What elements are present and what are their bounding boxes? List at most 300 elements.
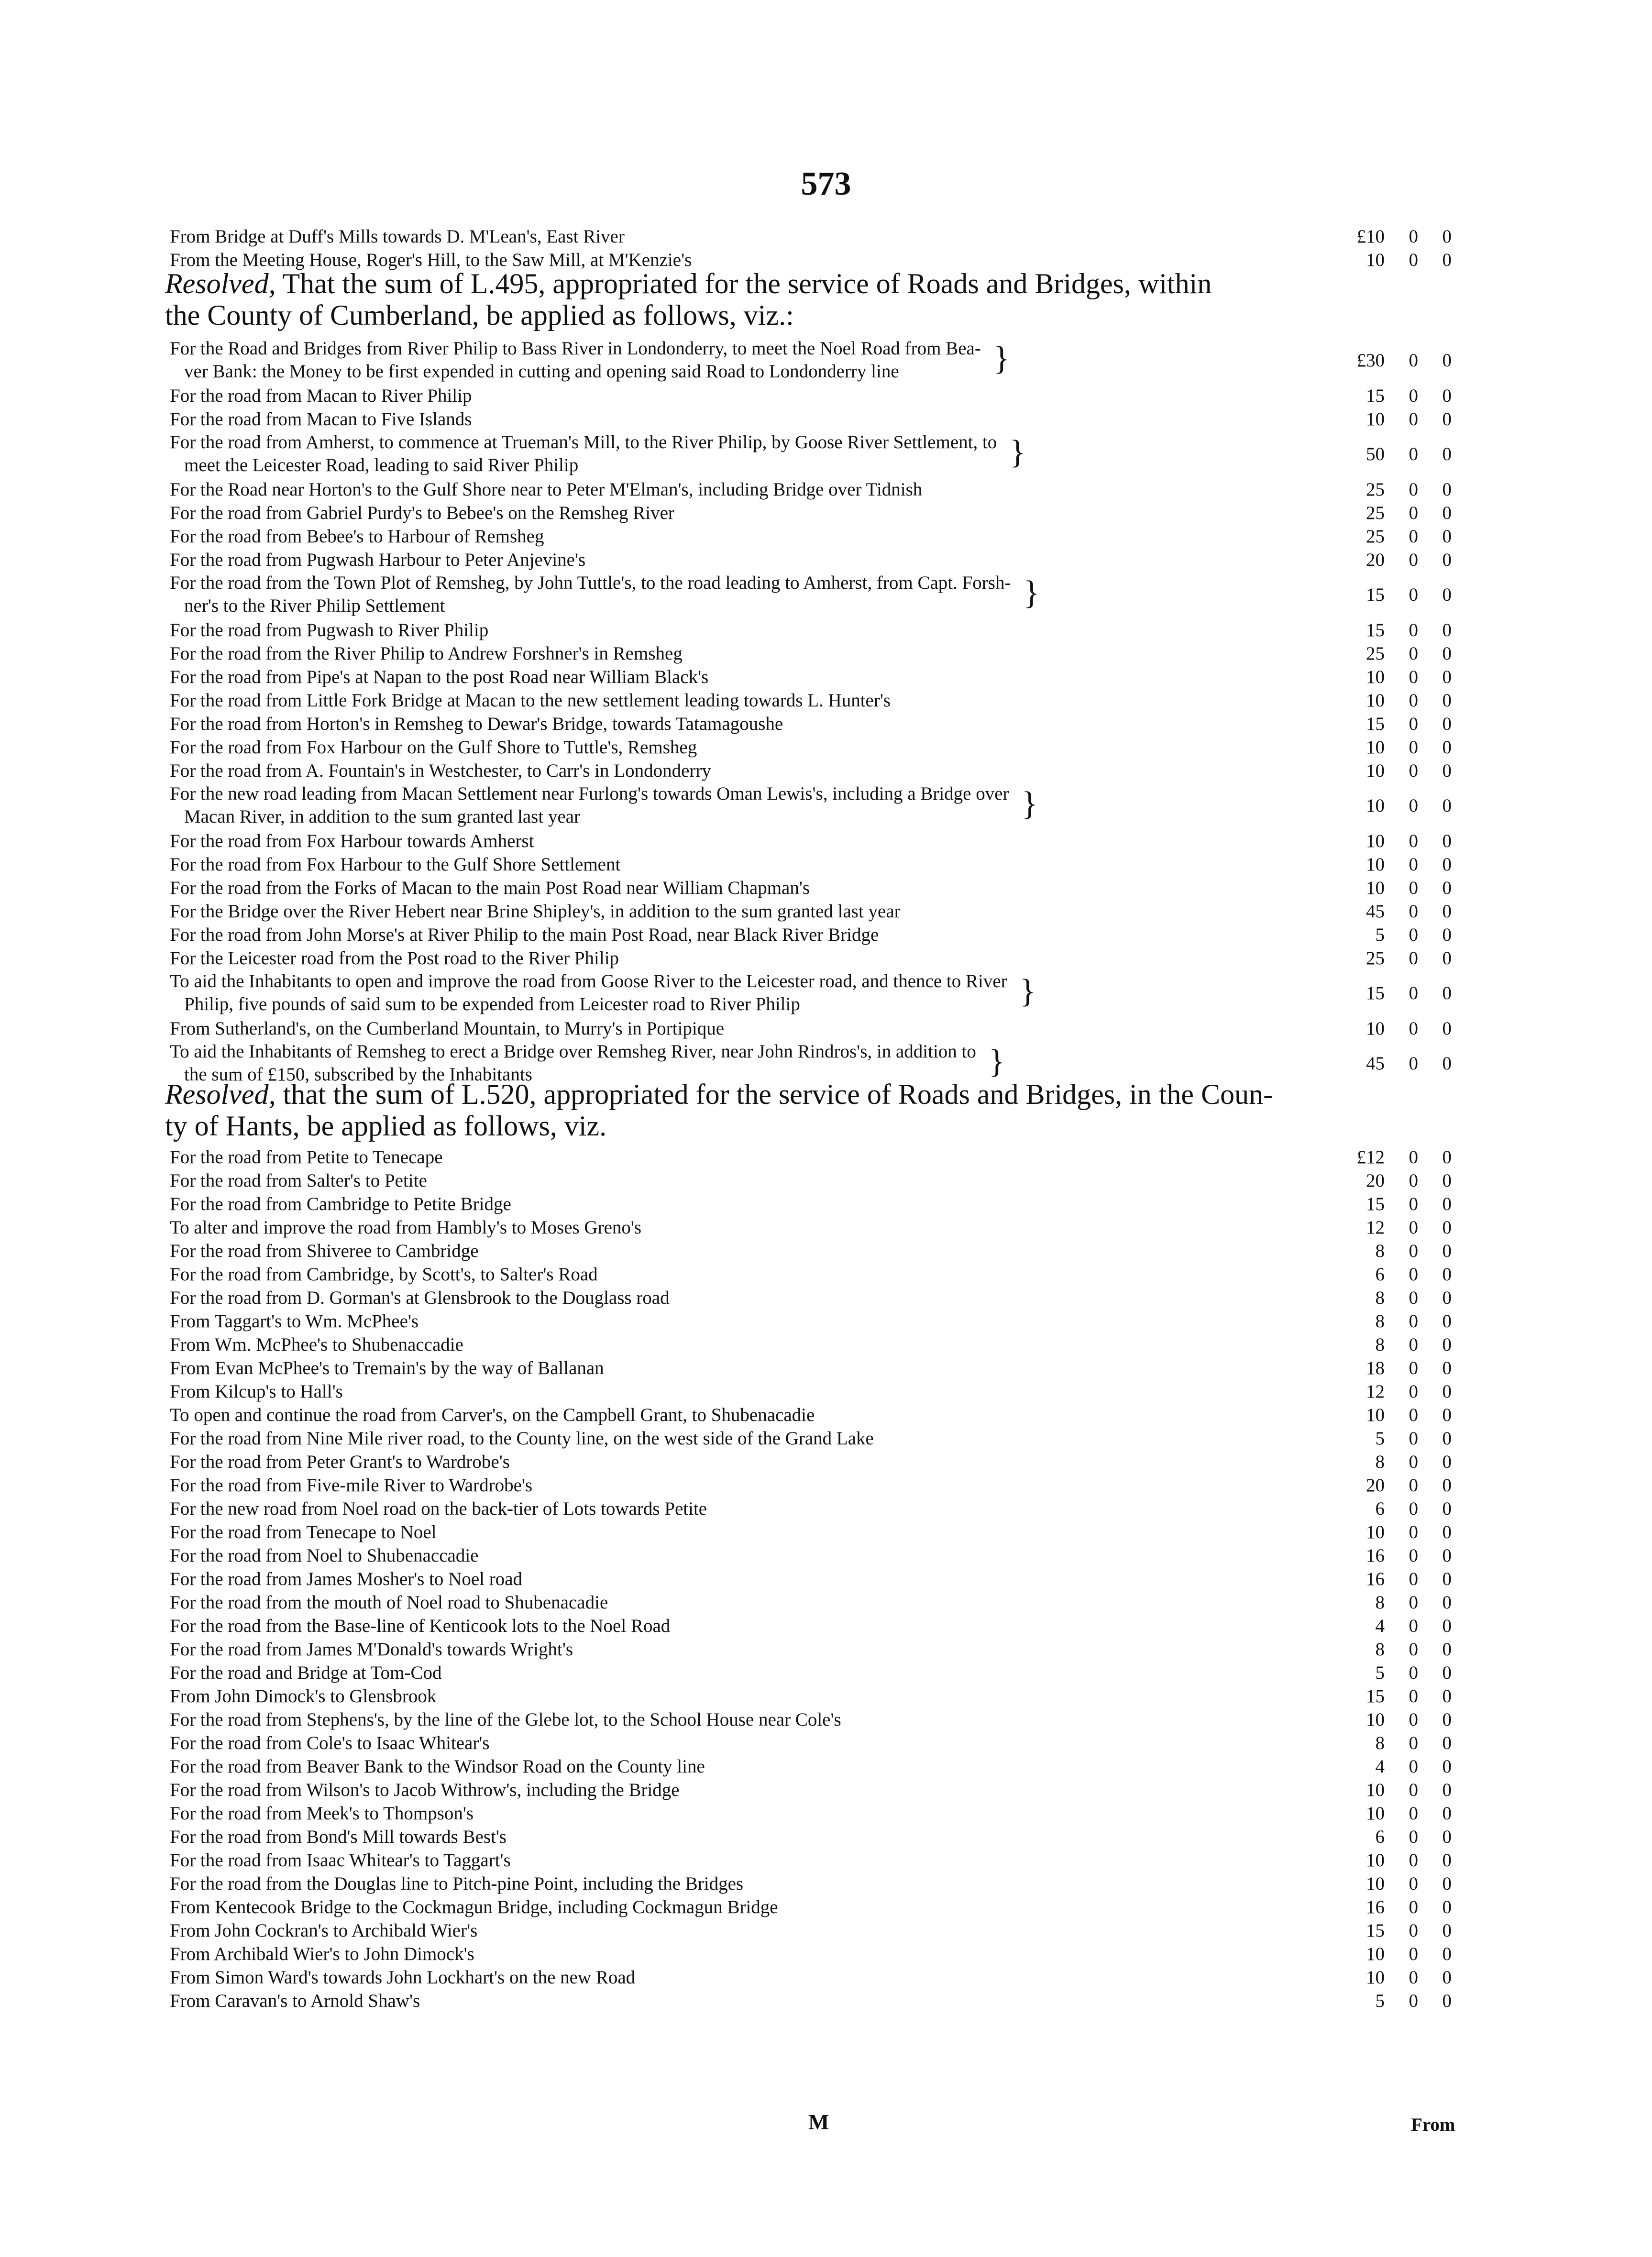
amount-shillings: 0 <box>1409 737 1418 758</box>
amount-pence: 0 <box>1442 1147 1452 1167</box>
line-description <box>170 525 544 549</box>
amount-shillings: 0 <box>1409 948 1418 969</box>
amount-pence: 0 <box>1442 760 1452 781</box>
amount-pounds: 6 <box>1375 1827 1385 1847</box>
amount-pounds: 15 <box>1366 620 1385 640</box>
amount-pounds: £12 <box>1356 1147 1385 1167</box>
amount-shillings: 0 <box>1409 1569 1418 1589</box>
resolved-label: Resolved, <box>165 1079 276 1110</box>
amount-pence: 0 <box>1442 1709 1452 1730</box>
amount-pounds: 15 <box>1366 584 1385 605</box>
line-text: For the road from Salter's to Petite <box>170 1170 427 1191</box>
amount <box>1351 736 1452 760</box>
appropriation-line <box>170 1497 1452 1521</box>
amount-pounds: 50 <box>1366 444 1385 464</box>
amount-pounds: 8 <box>1375 1288 1385 1308</box>
amount-pence: 0 <box>1442 737 1452 758</box>
amount-pence: 0 <box>1442 1780 1452 1800</box>
amount-shillings: 0 <box>1409 1616 1418 1636</box>
line-description <box>170 225 625 249</box>
line-description <box>170 689 891 713</box>
appropriation-line <box>170 225 1452 249</box>
amount-pounds: 10 <box>1366 737 1385 758</box>
amount <box>1351 1497 1452 1521</box>
amount <box>1351 1052 1452 1076</box>
line-description <box>170 1474 532 1497</box>
amount <box>1351 1520 1452 1544</box>
line-description <box>170 1380 343 1404</box>
appropriation-line <box>170 1310 1452 1333</box>
line-description <box>170 1825 507 1849</box>
amount-pence: 0 <box>1442 1522 1452 1542</box>
amount-pounds: 45 <box>1366 1053 1385 1074</box>
amount <box>1351 1239 1452 1263</box>
amount <box>1351 225 1452 249</box>
amount-pence: 0 <box>1442 1194 1452 1214</box>
line-description <box>170 618 488 642</box>
appropriation-line <box>170 1591 1452 1615</box>
amount-pounds: 10 <box>1366 409 1385 429</box>
line-description <box>170 712 783 736</box>
amount <box>1351 876 1452 900</box>
amount-pounds: 25 <box>1366 948 1385 969</box>
amount-pence: 0 <box>1442 1288 1452 1308</box>
amount-pence: 0 <box>1442 690 1452 711</box>
line-text: For the road from the Forks of Macan to the main Post Road near William Chapman's <box>170 878 810 898</box>
line-text: For the road from D. Gorman's at Glensbrook to the Douglass road <box>170 1288 670 1308</box>
line-description <box>170 384 472 408</box>
amount <box>1351 618 1452 642</box>
line-text: For the road from Macan to River Philip <box>170 385 472 406</box>
amount <box>1351 1638 1452 1662</box>
line-text: For the road from Cambridge to Petite Bridge <box>170 1194 511 1214</box>
appropriation-line <box>170 689 1452 713</box>
amount-shillings: 0 <box>1409 1639 1418 1660</box>
amount <box>1351 1356 1452 1380</box>
amount-shillings: 0 <box>1409 409 1418 429</box>
line-text-continued: Philip, five pounds of said sum to be expended from Leicester road to River Philip <box>184 994 800 1014</box>
line-text: For the Bridge over the River Hebert near Brine Shipley's, in addition to the sum granted last year <box>170 901 901 922</box>
amount <box>1351 478 1452 502</box>
amount-shillings: 0 <box>1409 1967 1418 1988</box>
amount-pounds: £30 <box>1356 350 1385 371</box>
appropriation-line <box>170 1802 1452 1826</box>
amount-pence: 0 <box>1442 1475 1452 1496</box>
amount-pounds: 10 <box>1366 854 1385 875</box>
amount-shillings: 0 <box>1409 667 1418 687</box>
line-description <box>170 1450 510 1474</box>
amount-shillings: 0 <box>1409 795 1418 816</box>
line-text: For the road from Gabriel Purdy's to Bebee's on the Remsheg River <box>170 503 674 523</box>
line-description <box>170 1919 477 1943</box>
amount <box>1351 1614 1452 1638</box>
amount-shillings: 0 <box>1409 550 1418 570</box>
amount-shillings: 0 <box>1409 901 1418 922</box>
line-description <box>170 1567 522 1591</box>
amount-shillings: 0 <box>1409 1170 1418 1191</box>
appropriation-line <box>170 900 1452 924</box>
line-text: For the road from Tenecape to Noel <box>170 1522 437 1542</box>
line-description <box>170 900 901 924</box>
line-text: For the road from Isaac Whitear's to Taggart's <box>170 1850 511 1871</box>
amount <box>1351 548 1452 572</box>
line-description <box>170 759 711 783</box>
appropriation-line <box>170 1427 1452 1451</box>
amount-shillings: 0 <box>1409 1147 1418 1167</box>
amount-shillings: 0 <box>1409 1405 1418 1425</box>
amount-shillings: 0 <box>1409 1194 1418 1214</box>
line-text: For the road from Cambridge, by Scott's, to Salter's Road <box>170 1264 598 1285</box>
appropriation-line <box>170 384 1452 408</box>
resolution-cumberland <box>165 268 1452 331</box>
appropriation-line <box>170 829 1452 853</box>
amount-shillings: 0 <box>1409 1850 1418 1871</box>
resolution-continuation: the County of Cumberland, be applied as follows, viz.: <box>165 299 794 331</box>
amount <box>1351 1192 1452 1216</box>
appropriation-line <box>170 1755 1452 1779</box>
line-text: For the road from Amherst, to commence at Trueman's Mill, to the River Philip, by Goose River Settlement, to <box>170 432 997 452</box>
amount-pence: 0 <box>1442 444 1452 464</box>
appropriation-line <box>170 1380 1452 1404</box>
line-description <box>170 782 1009 828</box>
amount-pounds: 15 <box>1366 983 1385 1003</box>
amount-pounds: 15 <box>1366 1686 1385 1707</box>
line-description <box>170 1942 474 1966</box>
amount-shillings: 0 <box>1409 690 1418 711</box>
amount-shillings: 0 <box>1409 854 1418 875</box>
amount-pence: 0 <box>1442 250 1452 270</box>
appropriation-line <box>170 947 1452 970</box>
amount-pounds: £10 <box>1356 226 1385 247</box>
line-description <box>170 853 620 877</box>
amount-shillings: 0 <box>1409 1311 1418 1332</box>
appropriation-line <box>170 572 1452 618</box>
line-text: For the road from James Mosher's to Noel road <box>170 1569 523 1589</box>
amount-pounds: 25 <box>1366 526 1385 547</box>
line-text: From Kilcup's to Hall's <box>170 1381 343 1402</box>
appropriation-line <box>170 407 1452 431</box>
line-description <box>170 876 810 900</box>
amount <box>1351 1778 1452 1802</box>
line-description <box>170 1966 635 1990</box>
amount <box>1351 442 1452 466</box>
line-text: For the road from Meek's to Thompson's <box>170 1803 474 1824</box>
amount-pounds: 10 <box>1366 1709 1385 1730</box>
amount-pounds: 10 <box>1366 1850 1385 1871</box>
amount <box>1351 665 1452 689</box>
amount-pence: 0 <box>1442 1662 1452 1683</box>
appropriation-line <box>170 1239 1452 1263</box>
line-text: For the road from Stephens's, by the line of the Glebe lot, to the School House near Cole's <box>170 1709 841 1730</box>
line-text: From Evan McPhee's to Tremain's by the way of Ballanan <box>170 1358 604 1378</box>
amount-pounds: 5 <box>1375 1991 1385 2011</box>
amount-shillings: 0 <box>1409 1381 1418 1402</box>
amount-pounds: 5 <box>1375 925 1385 945</box>
line-text: For the road from Wilson's to Jacob Withrow's, including the Bridge <box>170 1780 680 1800</box>
appropriation-line <box>170 759 1452 783</box>
line-text: To aid the Inhabitants to open and improve the road from Goose River to the Leicester road, and thence to River <box>170 971 1007 991</box>
amount-pence: 0 <box>1442 1569 1452 1589</box>
amount-pence: 0 <box>1442 409 1452 429</box>
amount <box>1351 981 1452 1005</box>
amount-pounds: 10 <box>1366 831 1385 851</box>
line-text: From Taggart's to Wm. McPhee's <box>170 1311 419 1332</box>
line-text: For the road from Pugwash Harbour to Peter Anjevine's <box>170 550 586 570</box>
line-description <box>170 923 879 947</box>
line-description <box>170 1989 420 2013</box>
amount-pence: 0 <box>1442 1217 1452 1238</box>
line-text: For the road from Horton's in Remsheg to Dewar's Bridge, towards Tatamagoushe <box>170 714 783 734</box>
amount-pence: 0 <box>1442 667 1452 687</box>
amount-shillings: 0 <box>1409 226 1418 247</box>
line-text: For the road from Bebee's to Harbour of Remsheg <box>170 526 544 547</box>
amount-pounds: 10 <box>1366 795 1385 816</box>
line-text: For the road from the mouth of Noel road to Shubenacadie <box>170 1592 608 1613</box>
appropriation-line <box>170 1192 1452 1216</box>
amount <box>1351 1263 1452 1287</box>
line-description <box>170 501 674 525</box>
amount-shillings: 0 <box>1409 1709 1418 1730</box>
line-text: For the road from Peter Grant's to Wardrobe's <box>170 1452 510 1472</box>
amount-shillings: 0 <box>1409 1897 1418 1917</box>
amount-pence: 0 <box>1442 1498 1452 1519</box>
appropriation-line <box>170 1474 1452 1497</box>
amount <box>1351 1450 1452 1474</box>
amount-pounds: 10 <box>1366 1967 1385 1988</box>
amount-pounds: 25 <box>1366 643 1385 664</box>
amount-shillings: 0 <box>1409 1053 1418 1074</box>
line-text: For the Road near Horton's to the Gulf Shore near to Peter M'Elman's, including Bridge over Tidnish <box>170 479 923 500</box>
line-text: From Wm. McPhee's to Shubenaccadie <box>170 1334 463 1355</box>
line-description <box>170 1684 436 1708</box>
amount-pence: 0 <box>1442 714 1452 734</box>
amount <box>1351 501 1452 525</box>
amount-shillings: 0 <box>1409 350 1418 371</box>
amount-pence: 0 <box>1442 584 1452 605</box>
amount-pence: 0 <box>1442 1756 1452 1777</box>
amount-pence: 0 <box>1442 1381 1452 1402</box>
line-text: To alter and improve the road from Hambly's to Moses Greno's <box>170 1217 642 1238</box>
amount-shillings: 0 <box>1409 479 1418 500</box>
appropriation-line <box>170 1849 1452 1872</box>
appropriation-line <box>170 1942 1452 1966</box>
amount <box>1351 829 1452 853</box>
amount-pounds: 6 <box>1375 1264 1385 1285</box>
amount-pounds: 5 <box>1375 1662 1385 1683</box>
appropriation-line <box>170 525 1452 549</box>
amount-pounds: 20 <box>1366 1170 1385 1191</box>
line-description <box>170 1286 670 1310</box>
line-text-continued: the sum of £150, subscribed by the Inhabitants <box>184 1064 532 1085</box>
amount-pence: 0 <box>1442 1616 1452 1636</box>
line-text: For the road from Cole's to Isaac Whitear's <box>170 1733 490 1753</box>
amount <box>1351 1333 1452 1357</box>
appropriation-line <box>170 1403 1452 1427</box>
amount <box>1351 853 1452 877</box>
appropriation-line <box>170 1638 1452 1662</box>
line-description <box>170 1356 604 1380</box>
amount-pence: 0 <box>1442 226 1452 247</box>
amount-shillings: 0 <box>1409 1944 1418 1964</box>
amount <box>1351 1145 1452 1169</box>
line-text: From Kentecook Bridge to the Cockmagun Bridge, including Cockmagun Bridge <box>170 1897 778 1917</box>
line-description <box>170 1614 670 1638</box>
line-description <box>170 1544 478 1568</box>
amount-shillings: 0 <box>1409 1288 1418 1308</box>
amount <box>1351 642 1452 666</box>
amount <box>1351 794 1452 818</box>
amount <box>1351 1591 1452 1615</box>
appropriation-line <box>170 1919 1452 1943</box>
line-text: For the road from Shiveree to Cambridge <box>170 1241 479 1261</box>
appropriation-line <box>170 1731 1452 1755</box>
appropriation-line <box>170 1825 1452 1849</box>
line-description <box>170 642 683 666</box>
line-text: For the road from Beaver Bank to the Windsor Road on the County line <box>170 1756 705 1777</box>
amount-shillings: 0 <box>1409 714 1418 734</box>
amount <box>1351 1966 1452 1990</box>
appropriation-line <box>170 1333 1452 1357</box>
resolved-label: Resolved, <box>165 268 276 299</box>
line-text: For the new road from Noel road on the back-tier of Lots towards Petite <box>170 1498 707 1519</box>
amount <box>1351 947 1452 970</box>
line-text: For the Road and Bridges from River Philip to Bass River in Londonderry, to meet the Noel Road from Bea- <box>170 338 981 359</box>
line-description <box>170 1239 479 1263</box>
amount-pence: 0 <box>1442 983 1452 1003</box>
amount-shillings: 0 <box>1409 1452 1418 1472</box>
amount-pence: 0 <box>1442 550 1452 570</box>
line-text: For the road from Fox Harbour to the Gulf Shore Settlement <box>170 854 621 875</box>
amount-shillings: 0 <box>1409 385 1418 406</box>
line-text: From Sutherland's, on the Cumberland Mountain, to Murry's in Portipique <box>170 1018 725 1039</box>
amount-pence: 0 <box>1442 385 1452 406</box>
amount-pence: 0 <box>1442 1452 1452 1472</box>
catchword: From <box>1411 2114 1455 2135</box>
line-description <box>170 1333 463 1357</box>
amount <box>1351 1017 1452 1041</box>
amount-pounds: 8 <box>1375 1311 1385 1332</box>
amount-pence: 0 <box>1442 643 1452 664</box>
amount-pounds: 10 <box>1366 878 1385 898</box>
line-text: For the road from Five-mile River to Wardrobe's <box>170 1475 533 1496</box>
amount <box>1351 525 1452 549</box>
amount-pounds: 8 <box>1375 1241 1385 1261</box>
amount <box>1351 759 1452 783</box>
amount-shillings: 0 <box>1409 1545 1418 1566</box>
line-text: From Archibald Wier's to John Dimock's <box>170 1944 474 1964</box>
amount-pence: 0 <box>1442 854 1452 875</box>
amount-shillings: 0 <box>1409 1803 1418 1824</box>
amount-shillings: 0 <box>1409 1991 1418 2011</box>
amount-pence: 0 <box>1442 1358 1452 1378</box>
line-text-continued: Macan River, in addition to the sum granted last year <box>184 806 581 827</box>
line-description <box>170 1427 874 1451</box>
amount <box>1351 1942 1452 1966</box>
amount-shillings: 0 <box>1409 1686 1418 1707</box>
amount <box>1351 923 1452 947</box>
amount-pounds: 20 <box>1366 550 1385 570</box>
amount-pence: 0 <box>1442 795 1452 816</box>
line-text: From the Meeting House, Roger's Hill, to the Saw Mill, at M'Kenzie's <box>170 250 692 270</box>
amount-pounds: 10 <box>1366 1522 1385 1542</box>
line-description <box>170 1872 743 1896</box>
amount-pounds: 45 <box>1366 901 1385 922</box>
line-description <box>170 1169 427 1193</box>
appropriation-line <box>170 1520 1452 1544</box>
amount-pounds: 8 <box>1375 1334 1385 1355</box>
amount-pounds: 8 <box>1375 1733 1385 1753</box>
appropriation-line <box>170 876 1452 900</box>
amount-shillings: 0 <box>1409 526 1418 547</box>
amount <box>1351 900 1452 924</box>
amount-shillings: 0 <box>1409 1358 1418 1378</box>
line-text: For the road from the Town Plot of Remsheg, by John Tuttle's, to the road leading to Amherst, from Capt. Forsh- <box>170 573 1011 593</box>
line-description <box>170 1017 724 1041</box>
appropriation-line <box>170 1966 1452 1990</box>
line-description <box>170 1895 778 1919</box>
amount-pounds: 18 <box>1366 1358 1385 1378</box>
amount-pounds: 8 <box>1375 1639 1385 1660</box>
amount-shillings: 0 <box>1409 1873 1418 1894</box>
amount-shillings: 0 <box>1409 1756 1418 1777</box>
amount-pounds: 10 <box>1366 760 1385 781</box>
amount <box>1351 1544 1452 1568</box>
amount-shillings: 0 <box>1409 1827 1418 1847</box>
line-description <box>170 337 981 383</box>
line-text: For the road from Nine Mile river road, to the County line, on the west side of the Grand Lake <box>170 1428 874 1449</box>
amount-pounds: 5 <box>1375 1428 1385 1449</box>
line-description <box>170 947 619 970</box>
amount-pence: 0 <box>1442 1592 1452 1613</box>
line-text: For the road from A. Fountain's in Westchester, to Carr's in Londonderry <box>170 760 711 781</box>
line-text: For the road from Bond's Mill towards Best's <box>170 1827 507 1847</box>
amount-pounds: 12 <box>1366 1217 1385 1238</box>
line-text: From John Cockran's to Archibald Wier's <box>170 1920 478 1941</box>
appropriation-line <box>170 337 1452 384</box>
amount-shillings: 0 <box>1409 1428 1418 1449</box>
line-description <box>170 970 1007 1016</box>
amount-pence: 0 <box>1442 901 1452 922</box>
line-text: For the road from Little Fork Bridge at Macan to the new settlement leading towards L. Hunter's <box>170 690 891 711</box>
amount <box>1351 1825 1452 1849</box>
line-description <box>170 548 585 572</box>
amount <box>1351 1872 1452 1896</box>
resolution-continuation: ty of Hants, be applied as follows, viz. <box>165 1110 607 1142</box>
line-text: For the road from Pipe's at Napan to the post Road near William Black's <box>170 667 709 687</box>
appropriation-line <box>170 1614 1452 1638</box>
amount-pence: 0 <box>1442 1264 1452 1285</box>
line-description <box>170 829 534 853</box>
amount-shillings: 0 <box>1409 1264 1418 1285</box>
amount-pounds: 4 <box>1375 1616 1385 1636</box>
appropriation-line <box>170 712 1452 736</box>
line-text: From Simon Ward's towards John Lockhart's on the new Road <box>170 1967 636 1988</box>
amount-pence: 0 <box>1442 925 1452 945</box>
amount <box>1351 1427 1452 1451</box>
amount-pounds: 15 <box>1366 1920 1385 1941</box>
amount-pence: 0 <box>1442 1944 1452 1964</box>
appropriation-line <box>170 1661 1452 1685</box>
line-text: To open and continue the road from Carver's, on the Campbell Grant, to Shubenacadie <box>170 1405 815 1425</box>
amount <box>1351 1169 1452 1193</box>
amount <box>1351 1403 1452 1427</box>
amount-pence: 0 <box>1442 1170 1452 1191</box>
appropriation-line <box>170 782 1452 829</box>
amount-pounds: 16 <box>1366 1545 1385 1566</box>
appropriation-line <box>170 1895 1452 1919</box>
amount <box>1351 1849 1452 1872</box>
amount-shillings: 0 <box>1409 250 1418 270</box>
